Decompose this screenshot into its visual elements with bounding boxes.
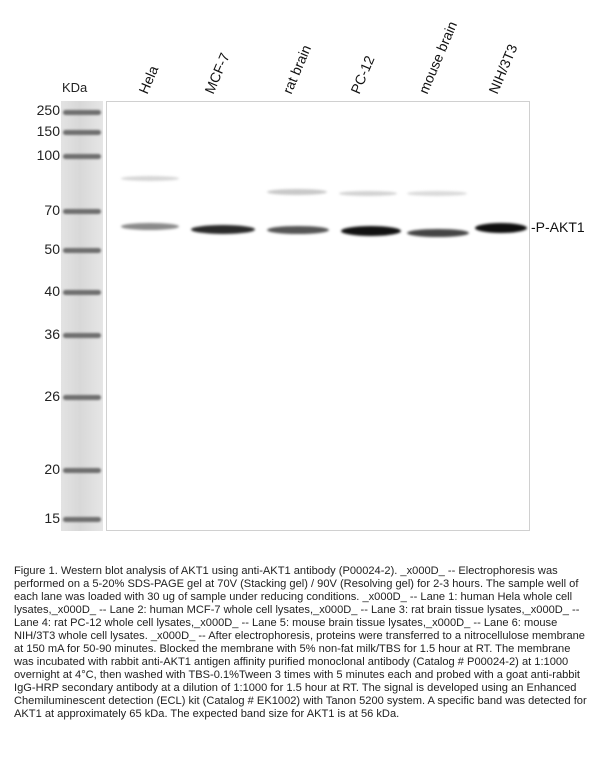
- marker-20: 20: [44, 461, 60, 477]
- akt1-band-lane-3: [267, 226, 329, 234]
- ladder-band-20: [63, 468, 101, 473]
- blot-membrane: [106, 101, 530, 531]
- ladder-band-26: [63, 395, 101, 400]
- ladder-band-50: [63, 248, 101, 253]
- lane-label-hela: Hela: [135, 63, 162, 96]
- lane-label-nih3t3: NIH/3T3: [485, 41, 521, 96]
- marker-40: 40: [44, 283, 60, 299]
- marker-26: 26: [44, 388, 60, 404]
- kda-unit-label: KDa: [62, 80, 88, 95]
- marker-100: 100: [36, 147, 60, 163]
- akt1-band-lane-6: [475, 223, 527, 233]
- lane-label-rat-brain: rat brain: [279, 42, 315, 96]
- marker-250: 250: [36, 102, 60, 118]
- marker-70: 70: [44, 202, 60, 218]
- ladder-band-40: [63, 290, 101, 295]
- faint-band-lane-4: [339, 191, 397, 196]
- faint-band-lane-5: [407, 191, 467, 196]
- akt1-band-lane-4: [341, 226, 401, 236]
- ladder-band-15: [63, 517, 101, 522]
- marker-50: 50: [44, 241, 60, 257]
- akt1-band-lane-5: [407, 229, 469, 237]
- marker-15: 15: [44, 510, 60, 526]
- ladder-band-70: [63, 209, 101, 214]
- faint-band-lane-3: [267, 189, 327, 195]
- marker-150: 150: [36, 123, 60, 139]
- figure-caption: Figure 1. Western blot analysis of AKT1 using anti-AKT1 antibody (P00024-2). _x000D_ -- Electrophoresis was performed on a 5-20% SDS-PAGE gel at 70V (Stacking gel) / 90V (Resolving gel) for 2-3 hours. The sample well of each lane was loaded with 30 ug of sample under reducing conditions. _x000D_ -- Lane 1: human Hela whole cell lysates,_x000D_ -- Lane 2: human MCF-7 whole cell lysates,_x000D_ -- Lane 3: rat brain tissue lysates,_x000D_ -- Lane 4: rat PC-12 whole cell lysates,_x000D_ -- Lane 5: mouse brain tissue lysates,_x000D_ -- Lane 6: mouse NIH/3T3 whole cell lysates. _x000D_ -- After electrophoresis, proteins were transferred to a nitrocellulose membrane at 150 mA for 50-90 minutes. Blocked the membrane with 5% non-fat milk/TBS for 1.5 hour at RT. The membrane was incubated with rabbit anti-AKT1 antigen affinity purified monoclonal antibody (Catalog # P00024-2) at 1:1000 overnight at 4°C, then washed with TBS-0.1%Tween 3 times with 5 minutes each and probed with a goat anti-rabbit IgG-HRP secondary antibody at a dilution of 1:1000 for 1.5 hour at RT. The signal is developed using an Enhanced Chemiluminescent detection (ECL) kit (Catalog # EK1002) with Tanon 5200 system. A specific band was detected for AKT1 at approximately 65 kDa. The expected band size for AKT1 is at 56 kDa.: [14, 565, 587, 720]
- lane-label-mouse-brain: mouse brain: [415, 18, 461, 96]
- target-band-label: -P-AKT1: [531, 219, 585, 235]
- ladder-lane: [61, 101, 103, 531]
- ladder-band-250: [63, 110, 101, 115]
- faint-band-lane-1: [121, 176, 179, 181]
- ladder-band-100: [63, 154, 101, 159]
- ladder-band-36: [63, 333, 101, 338]
- marker-36: 36: [44, 326, 60, 342]
- akt1-band-lane-1: [121, 223, 179, 230]
- lane-label-mcf7: MCF-7: [201, 50, 233, 96]
- ladder-band-150: [63, 130, 101, 135]
- lane-label-pc12: PC-12: [347, 53, 378, 96]
- akt1-band-lane-2: [191, 225, 255, 234]
